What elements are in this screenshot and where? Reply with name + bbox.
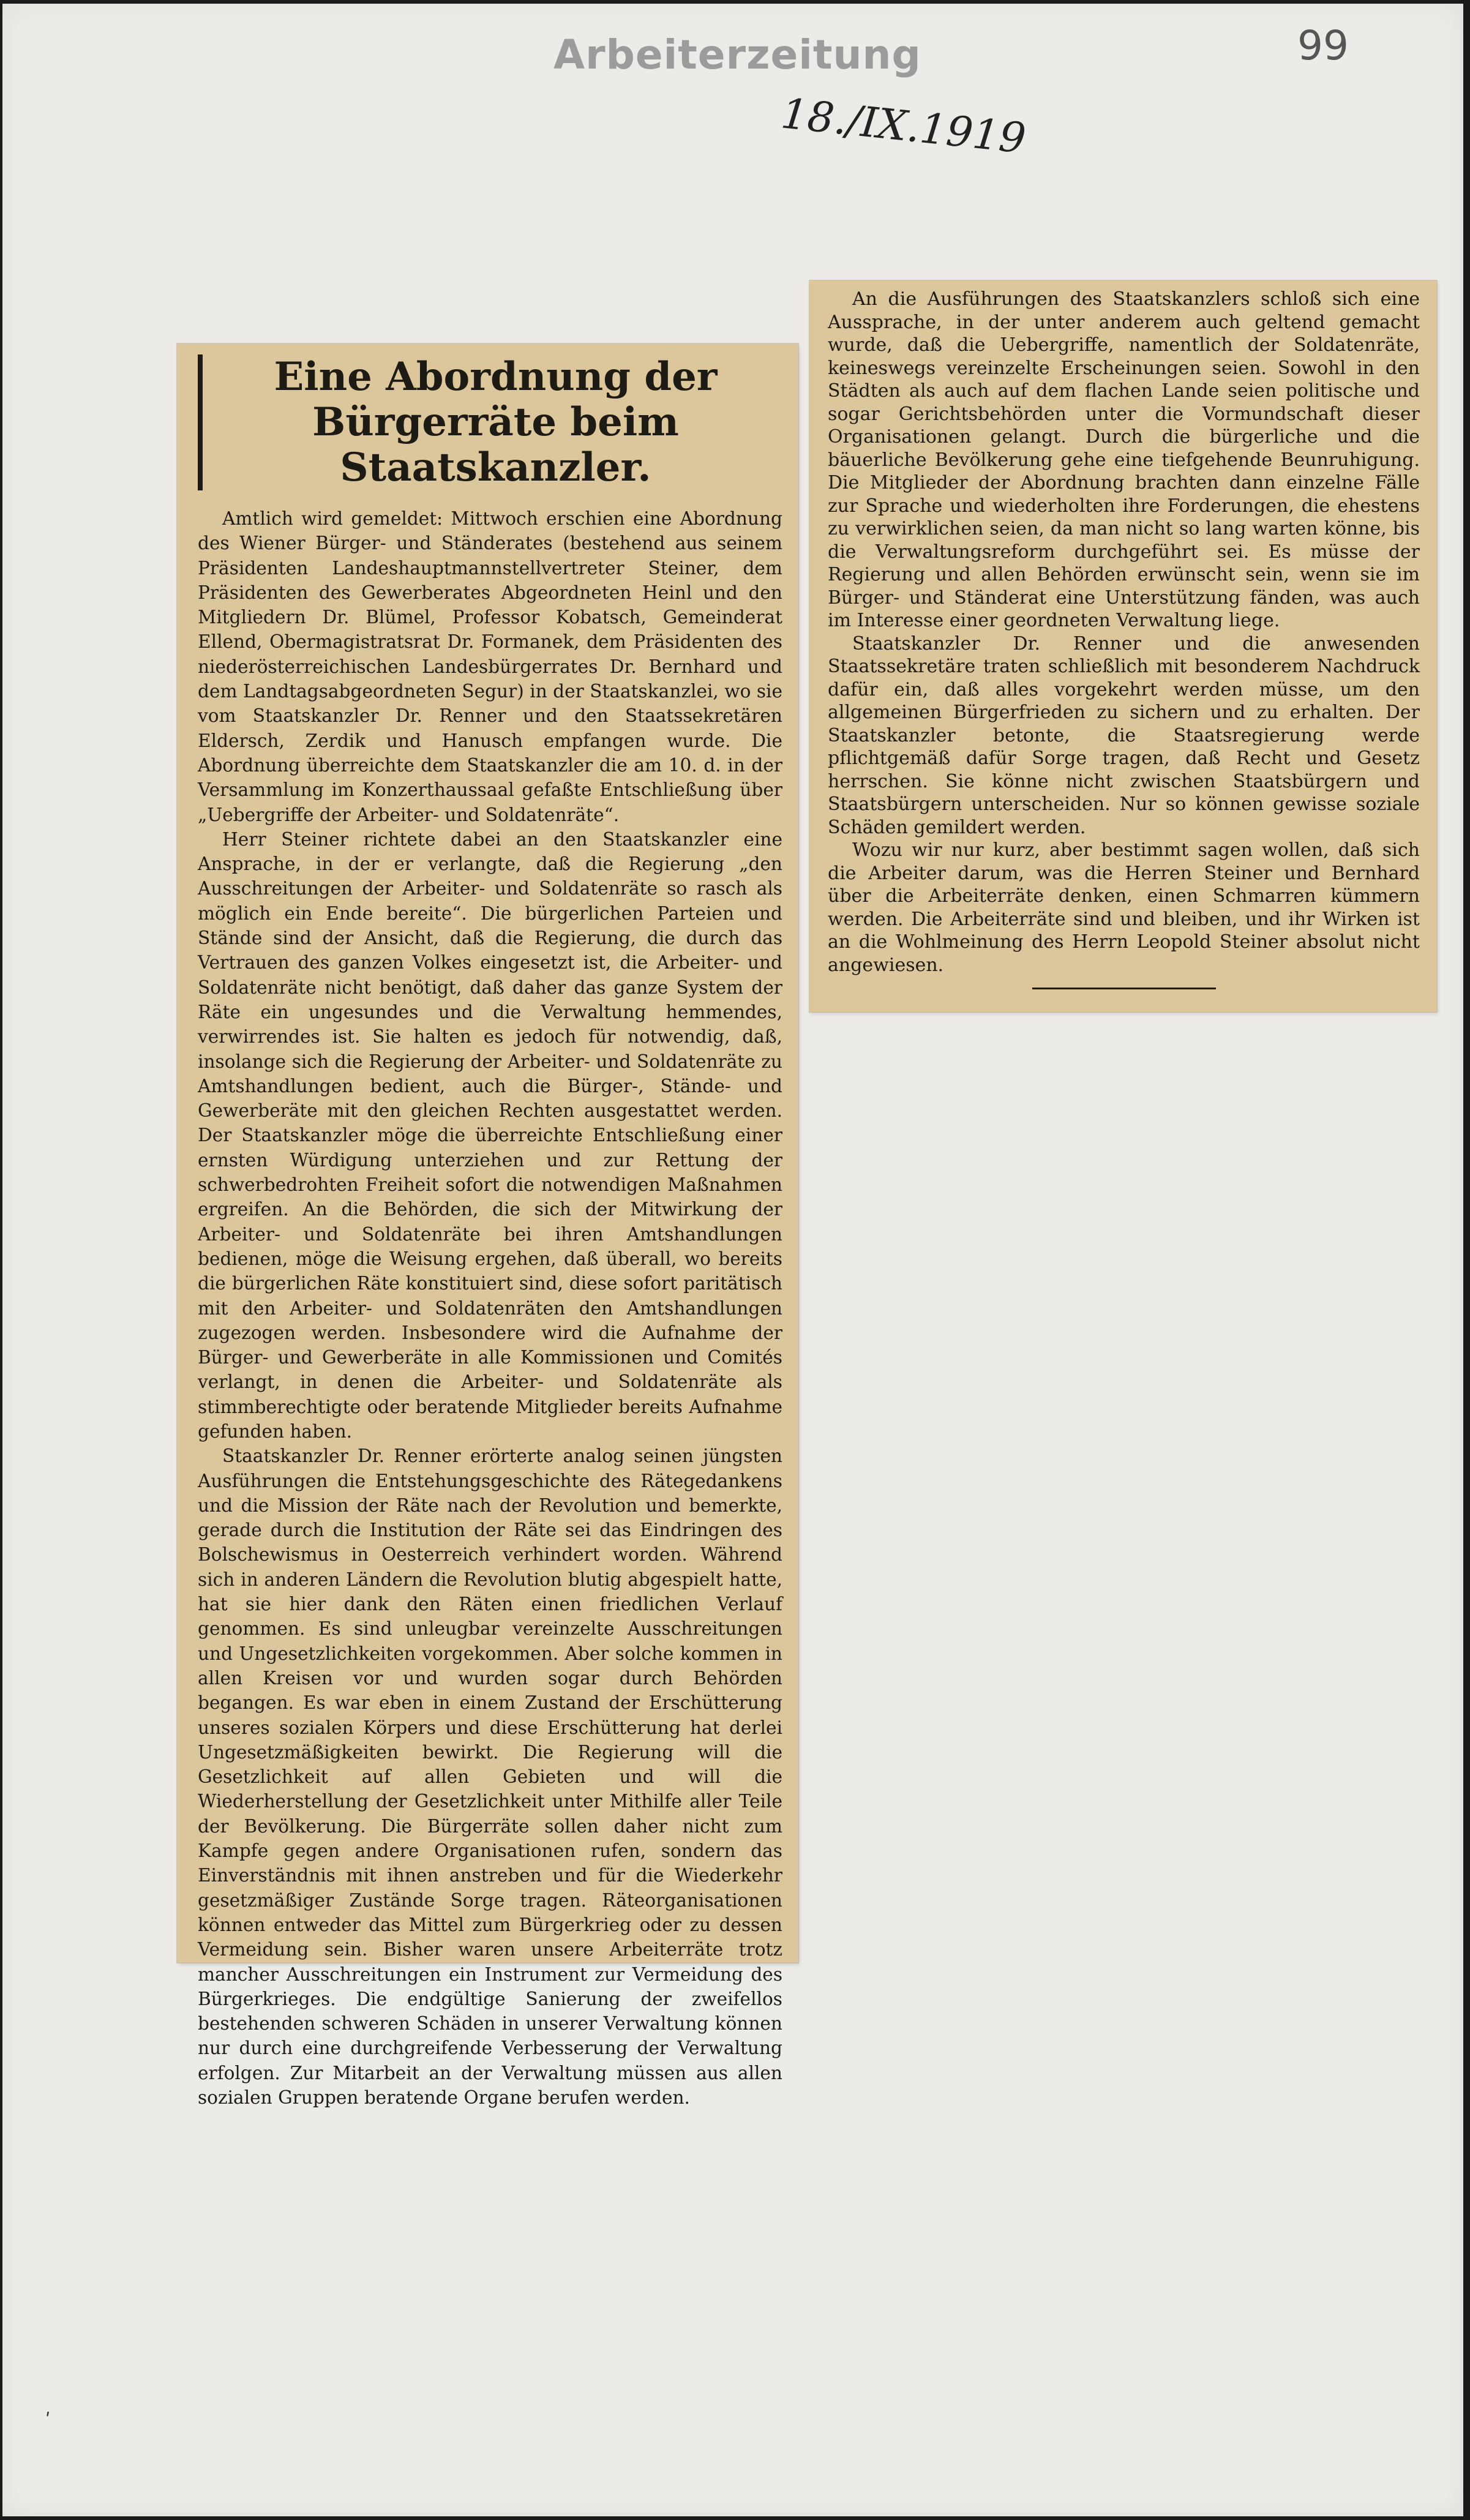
handwritten-date: 18./IX.1919 — [779, 89, 1029, 163]
end-rule — [1032, 988, 1216, 989]
article-headline: Eine Abordnung der Bürgerräte beim Staatskanzler. — [198, 354, 782, 490]
article-paragraph: Herr Steiner richtete dabei an den Staatskanzler eine Ansprache, in der er verlangte, daß die Regierung „den Ausschreitungen der Arbeiter- und Soldatenräte so rasch als möglich ein Ende bereite“. Die bürgerlichen Parteien und Stände sind der Ansicht, daß die Regierung, die durch das Vertrauen des ganzen Volkes eingesetzt ist, die Arbeiter- und Soldatenräte nicht benötigt, daß daher das ganze System der Räte ein ungesundes und die Verwaltung hemmendes, verwirrendes ist. Sie halten es jedoch für notwendig, daß, insolange sich die Regierung der Arbeiter- und Soldatenräte zu Amtshandlungen bedient, auch die Bürger-, Stände- und Gewerberäte mit den gleichen Rechten ausgestattet werden. Der Staatskanzler möge die überreichte Entschließung einer ernsten Würdigung unterziehen und zur Rettung der schwerbedrohten Freiheit sofort die notwendigen Maßnahmen ergreifen. An die Behörden, die sich der Mitwirkung der Arbeiter- und Soldatenräte bei ihren Amtshandlungen bedienen, möge die Weisung ergehen, daß überall, wo bereits die bürgerlichen Räte konstituiert sind, diese sofort paritätisch mit den Arbeiter- und Soldatenräten den Amtshandlungen zugezogen werden. Insbesondere wird die Aufnahme der Bürger- und Gewerberäte in alle Kommissionen und Comités verlangt, in denen die Arbeiter- und Soldatenräte als stimmberechtigte oder beratende Mitglieder bereits Aufnahme gefunden haben. — [198, 828, 782, 1442]
article-paragraph: Staatskanzler Dr. Renner erörterte analog seinen jüngsten Ausführungen die Entstehungsgeschichte des Rätegedankens und die Mission der Räte nach der Revolution und bemerkte, gerade durch die Institution der Räte sei das Eindringen des Bolschewismus in Oesterreich verhindert worden. Während sich in anderen Ländern die Revolution blutig abgespielt hatte, hat sie hier dank den Räten einen friedlichen Verlauf genommen. Es sind unleugbar vereinzelte Ausschreitungen und Ungesetzlichkeiten vorgekommen. Aber solche kommen in allen Kreisen vor und wurden sogar durch Behörden begangen. Es war eben in einem Zustand der Erschütterung unseres sozialen Körpers und diese Erschütterung hat derlei Ungesetzmäßigkeiten bewirkt. Die Regierung will die Gesetzlichkeit auf allen Gebieten und will die Wiederherstellung der Gesetzlichkeit unter Mithilfe aller Teile der Bevölkerung. Die Bürgerräte sollen daher nicht zum Kampfe gegen andere Organisationen rufen, sondern das Einverständnis mit ihnen anstreben und für die Wiederkehr gesetzmäßiger Zustände Sorge tragen. Räteorganisationen können entweder das Mittel zum Bürgerkrieg oder zu dessen Vermeidung sein. Bisher waren unsere Arbeiterräte trotz mancher Ausschreitungen ein Instrument zur Vermeidung des Bürgerkrieges. Die endgültige Sanierung der zweifellos bestehenden schweren Schäden in unserer Verwaltung können nur durch eine durchgreifende Verbesserung der Verwaltung erfolgen. Zur Mitarbeit an der Verwaltung müssen aus allen sozialen Gruppen beratende Organe berufen werden. — [198, 1446, 782, 2108]
edge-mark: ʹ — [45, 2410, 51, 2431]
newspaper-stamp: Arbeiterzeitung — [553, 31, 921, 78]
page-number: 99 — [1297, 22, 1349, 69]
clipping-right-column — [809, 280, 1437, 1012]
article-paragraph: Amtlich wird gemeldet: Mittwoch erschien eine Abordnung des Wiener Bürger- und Ständerates (bestehend aus seinem Präsidenten Landeshauptmannstellvertreter Steiner, dem Präsidenten des Gewerberates Abgeordneten Heinl und den Mitgliedern Dr. Blümel, Professor Kobatsch, Gemeinderat Ellend, Obermagistratsrat Dr. Formanek, dem Präsidenten des niederösterreichischen Landesbürgerrates Dr. Bernhard und dem Landtagsabgeordneten Segur) in der Staatskanzlei, wo sie vom Staatskanzler Dr. Renner und den Staatssekretären Eldersch, Zerdik und Hanusch empfangen wurde. Die Abordnung überreichte dem Staatskanzler die am 10. d. in der Versammlung im Konzerthaussaal gefaßte Entschließung über „Uebergriffe der Arbeiter- und Soldatenräte“. — [198, 508, 782, 825]
archive-sheet — [2, 4, 1463, 2516]
article-paragraph: Staatskanzler Dr. Renner und die anwesenden Staatssekretäre traten schließlich mit besonderem Nachdruck dafür ein, daß alles vorgekehrt werden müsse, um den allgemeinen Bürgerfrieden zu sichern und zu erhalten. Der Staatskanzler betonte, die Staatsregierung werde pflichtgemäß dafür Sorge tragen, daß Recht und Gesetz herrschen. Sie könne nicht zwischen Staatsbürgern und Staatsbürgern unterscheiden. Nur so können gewisse soziale Schäden gemildert werden. — [828, 632, 1420, 838]
article-paragraph: Wozu wir nur kurz, aber bestimmt sagen wollen, daß sich die Arbeiter darum, was die Herren Steiner und Bernhard über die Arbeiterräte denken, einen Schmarren kümmern werden. Die Arbeiterräte sind und bleiben, und ihr Wirken ist an die Wohlmeinung des Herrn Leopold Steiner absolut nicht angewiesen. — [828, 839, 1420, 976]
clipping-left-column — [177, 343, 798, 2108]
article-paragraph: An die Ausführungen des Staatskanzlers schloß sich eine Aussprache, in der unter anderem auch geltend gemacht wurde, daß die Uebergriffe, namentlich der Soldatenräte, keineswegs vereinzelte Erscheinungen seien. Sowohl in den Städten als auch auf dem flachen Lande seien politische und sogar Gerichtsbehörden unter die Vormundschaft dieser Organisationen gelangt. Durch die bürgerliche und die bäuerliche Bevölkerung gehe eine tiefgehende Beunruhigung. Die Mitglieder der Abordnung brachten dann einzelne Fälle zur Sprache und wiederholten ihre Forderungen, die ehestens zu verwirklichen seien, da man nicht so lang warten könne, bis die Verwaltungsreform durchgeführt sei. Es müsse der Regierung und allen Behörden erwünscht sein, wenn sie im Bürger- und Ständerat eine Unterstützung fänden, was auch im Interesse einer geordneten Verwaltung liege. — [828, 288, 1420, 631]
